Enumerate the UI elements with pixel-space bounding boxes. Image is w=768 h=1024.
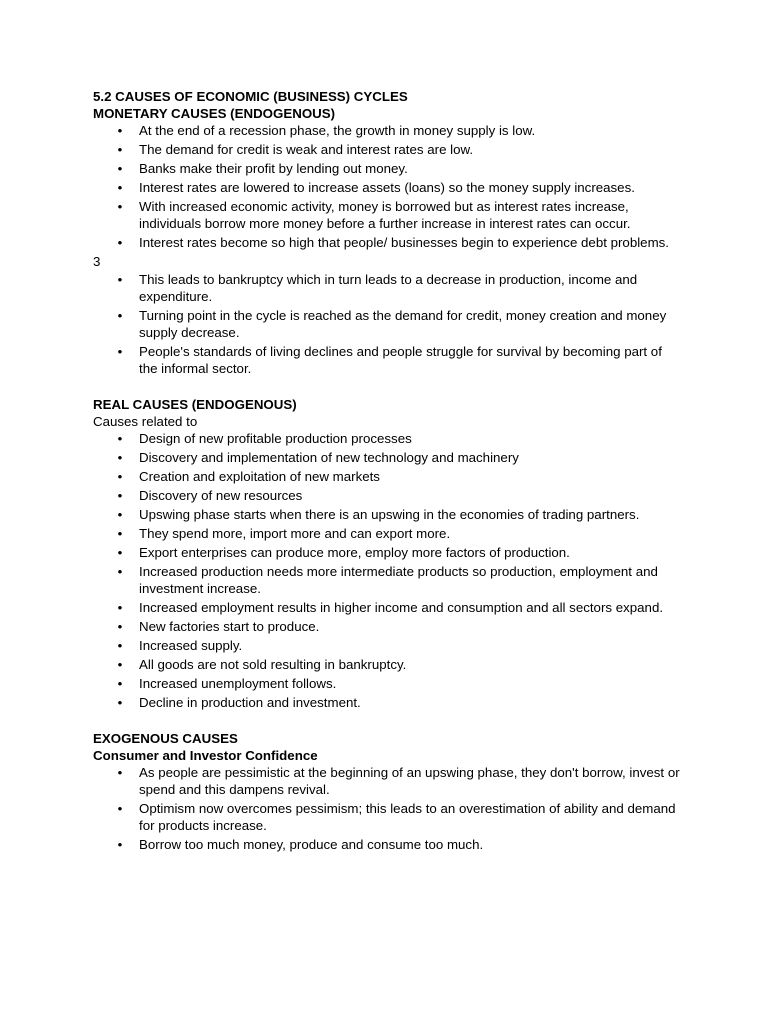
bullet-icon: • <box>117 488 123 503</box>
list-item <box>117 198 683 232</box>
bullet-icon: • <box>117 469 123 484</box>
bullet-icon: • <box>117 564 123 579</box>
list-item-text: Export enterprises can produce more, employ more factors of production. <box>139 545 570 560</box>
list-item-text: They spend more, import more and can export more. <box>139 526 451 541</box>
list-item <box>117 179 683 196</box>
list-item <box>117 141 683 158</box>
list-item-text: New factories start to produce. <box>139 619 320 634</box>
bullet-icon: • <box>117 161 123 176</box>
list-item-text: People's standards of living declines and people struggle for survival by becoming part of the informal sector. <box>139 344 662 376</box>
list-item-text: Discovery of new resources <box>139 488 303 503</box>
list-item-text: As people are pessimistic at the beginning of an upswing phase, they don't borrow, invest or spend and this dampens revival. <box>139 765 680 797</box>
bullet-icon: • <box>117 676 123 691</box>
bullet-icon: • <box>117 431 123 446</box>
bullet-icon: • <box>117 695 123 710</box>
page-number: 3 <box>93 254 101 269</box>
bullet-icon: • <box>117 272 123 287</box>
list-item-text: Increased employment results in higher income and consumption and all sectors expand. <box>139 600 664 615</box>
list-item-text: Discovery and implementation of new technology and machinery <box>139 450 519 465</box>
bullet-icon: • <box>117 235 123 250</box>
list-item <box>117 525 683 542</box>
list-item-text: Borrow too much money, produce and consume too much. <box>139 837 484 852</box>
real-list <box>93 430 683 711</box>
list-item <box>117 343 683 377</box>
bullet-icon: • <box>117 801 123 816</box>
bullet-icon: • <box>117 199 123 214</box>
list-item-text: Increased production needs more intermediate products so production, employment and investment increase. <box>139 564 658 596</box>
bullet-icon: • <box>117 837 123 852</box>
list-item-text: Decline in production and investment. <box>139 695 361 710</box>
list-item <box>117 656 683 673</box>
real-heading: REAL CAUSES (ENDOGENOUS) <box>93 397 297 412</box>
list-item <box>117 637 683 654</box>
list-item-text: At the end of a recession phase, the growth in money supply is low. <box>139 123 536 138</box>
bullet-icon: • <box>117 657 123 672</box>
document-page <box>93 88 683 855</box>
list-item <box>117 544 683 561</box>
bullet-icon: • <box>117 600 123 615</box>
bullet-icon: • <box>117 308 123 323</box>
bullet-icon: • <box>117 765 123 780</box>
bullet-icon: • <box>117 545 123 560</box>
section-gap <box>93 379 683 396</box>
bullet-icon: • <box>117 344 123 359</box>
list-item <box>117 618 683 635</box>
list-item <box>117 506 683 523</box>
list-item <box>117 449 683 466</box>
exogenous-heading: EXOGENOUS CAUSES <box>93 731 238 746</box>
list-item <box>117 271 683 305</box>
list-item <box>117 160 683 177</box>
list-item-text: This leads to bankruptcy which in turn leads to a decrease in production, income and expenditure. <box>139 272 638 304</box>
exogenous-list <box>93 764 683 853</box>
bullet-icon: • <box>117 142 123 157</box>
list-item-text: The demand for credit is weak and interest rates are low. <box>139 142 474 157</box>
list-item <box>117 764 683 798</box>
list-item-text: Turning point in the cycle is reached as the demand for credit, money creation and money supply decrease. <box>139 308 667 340</box>
section-gap <box>93 713 683 730</box>
list-item-text: Increased supply. <box>139 638 243 653</box>
list-item <box>117 599 683 616</box>
bullet-icon: • <box>117 507 123 522</box>
monetary-heading: MONETARY CAUSES (ENDOGENOUS) <box>93 106 336 121</box>
list-item <box>117 694 683 711</box>
real-intro: Causes related to <box>93 414 198 429</box>
list-item-text: Interest rates become so high that people/ businesses begin to experience debt problems. <box>139 235 669 250</box>
monetary-list-a <box>93 122 683 251</box>
list-item-text: Upswing phase starts when there is an upswing in the economies of trading partners. <box>139 507 640 522</box>
list-item <box>117 836 683 853</box>
list-item-text: Design of new profitable production processes <box>139 431 412 446</box>
list-item <box>117 122 683 139</box>
document-title: 5.2 CAUSES OF ECONOMIC (BUSINESS) CYCLES <box>93 89 408 104</box>
list-item <box>117 563 683 597</box>
list-item-text: Banks make their profit by lending out money. <box>139 161 408 176</box>
list-item-text: Optimism now overcomes pessimism; this leads to an overestimation of ability and demand for products increase. <box>139 801 676 833</box>
list-item-text: Increased unemployment follows. <box>139 676 337 691</box>
bullet-icon: • <box>117 619 123 634</box>
list-item-text: Interest rates are lowered to increase assets (loans) so the money supply increases. <box>139 180 635 195</box>
bullet-icon: • <box>117 450 123 465</box>
list-item <box>117 234 683 251</box>
list-item-text: All goods are not sold resulting in bankruptcy. <box>139 657 407 672</box>
list-item <box>117 468 683 485</box>
list-item <box>117 800 683 834</box>
bullet-icon: • <box>117 526 123 541</box>
list-item-text: With increased economic activity, money is borrowed but as interest rates increase, individuals borrow more money before a further increase in interest rates can occur. <box>139 199 631 231</box>
bullet-icon: • <box>117 638 123 653</box>
exogenous-subheading: Consumer and Investor Confidence <box>93 748 318 763</box>
list-item <box>117 307 683 341</box>
list-item <box>117 487 683 504</box>
bullet-icon: • <box>117 180 123 195</box>
monetary-list-b <box>93 271 683 377</box>
list-item-text: Creation and exploitation of new markets <box>139 469 380 484</box>
list-item <box>117 675 683 692</box>
list-item <box>117 430 683 447</box>
bullet-icon: • <box>117 123 123 138</box>
